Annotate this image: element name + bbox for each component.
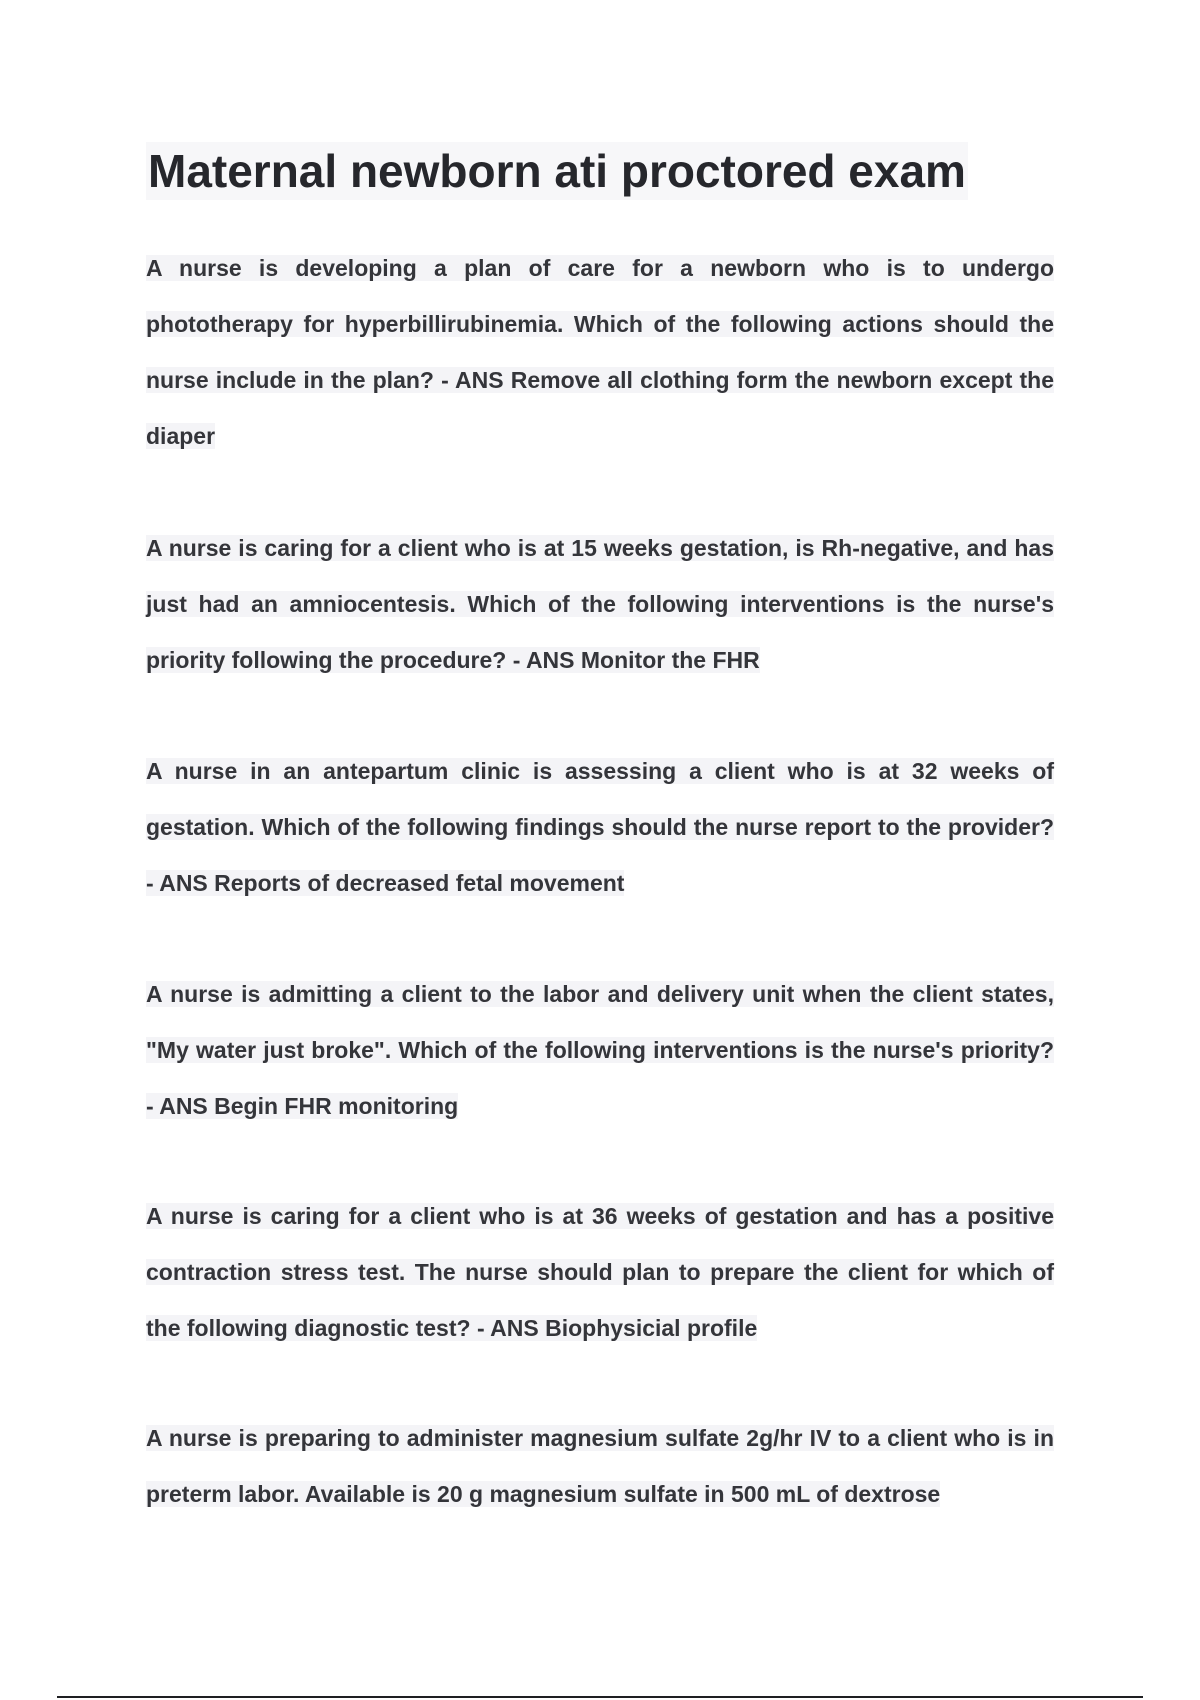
- answer-text: ANS Reports of decreased fetal movement: [159, 870, 625, 896]
- question-block: [146, 240, 1054, 464]
- question-block: [146, 520, 1054, 688]
- question-text: A nurse is preparing to administer magnesium sulfate 2g/hr IV to a client who is in preterm labor. Available is 20 g magnesium sulfate in 500 mL of dextrose: [146, 1425, 1054, 1507]
- question-text: A nurse is admitting a client to the labor and delivery unit when the client states, "My water just broke". Which of the following interventions is the nurse's priority? -: [146, 981, 1054, 1119]
- question-block: [146, 1410, 1054, 1522]
- question-text: A nurse is developing a plan of care for a newborn who is to undergo phototherapy for hyperbillirubinemia. Which of the following actions should the nurse include in the plan? -: [146, 255, 1054, 393]
- question-block: [146, 1188, 1054, 1356]
- question-block: [146, 743, 1054, 911]
- question-text: A nurse is caring for a client who is at 15 weeks gestation, is Rh-negative, and has just had an amniocentesis. Which of the following interventions is the nurse's priority following the procedure? -: [146, 535, 1054, 673]
- question-text: A nurse is caring for a client who is at 36 weeks of gestation and has a positive contraction stress test. The nurse should plan to prepare the client for which of the following diagnostic test? -: [146, 1203, 1054, 1341]
- answer-text: ANS Begin FHR monitoring: [159, 1093, 459, 1119]
- question-text: A nurse in an antepartum clinic is assessing a client who is at 32 weeks of gestation. Which of the following findings should the nurse report to the provider? -: [146, 758, 1054, 896]
- page-bottom-rule: [57, 1696, 1143, 1698]
- page-title: Maternal newborn ati proctored exam: [146, 142, 968, 200]
- answer-text: ANS Biophysicial profile: [490, 1315, 758, 1341]
- answer-text: ANS Monitor the FHR: [525, 647, 760, 673]
- answer-text: ANS Remove all clothing form the newborn except the diaper: [146, 367, 1055, 449]
- question-block: [146, 966, 1054, 1134]
